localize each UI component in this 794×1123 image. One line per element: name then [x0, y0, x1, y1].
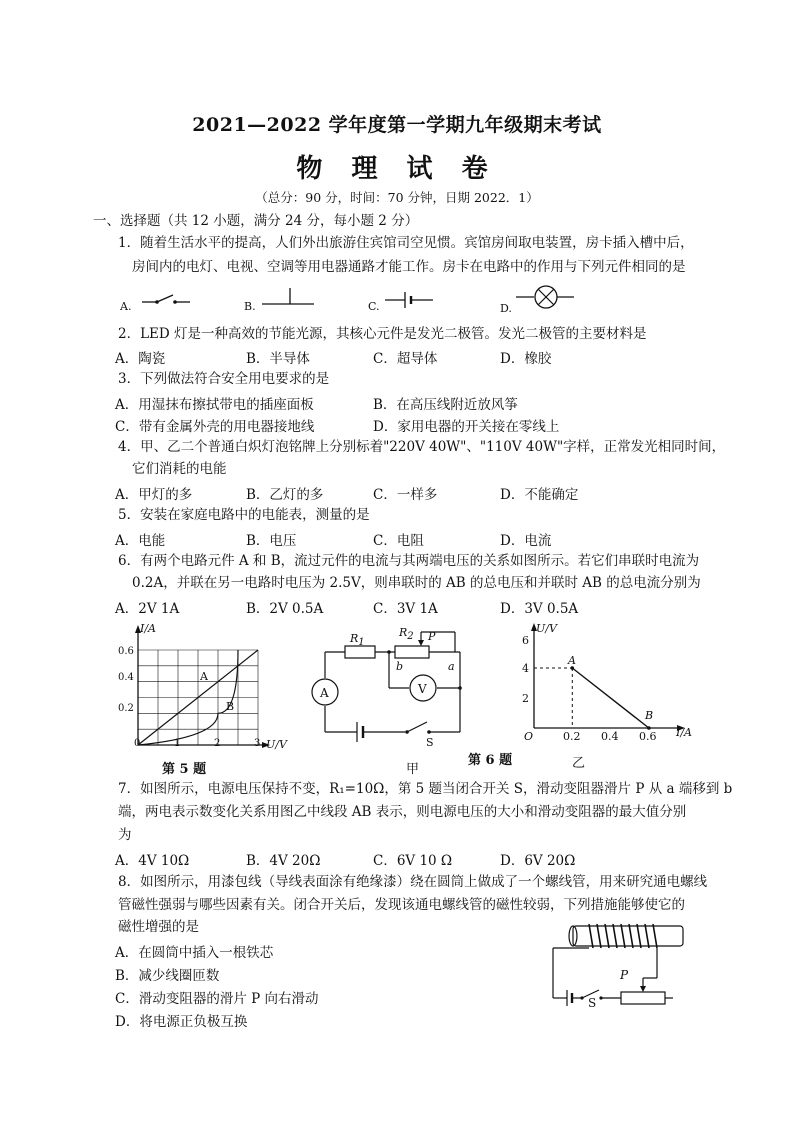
fig6a-switch-label: S — [426, 736, 434, 749]
fig6a-caption: 甲 — [406, 762, 420, 777]
fig5-caption: 第 5 题 — [162, 762, 207, 777]
q4-option-a: A．甲灯的多 — [115, 487, 193, 503]
q4-option-b: B．乙灯的多 — [246, 487, 324, 503]
q7-line3: 为 — [118, 827, 132, 843]
q8-line2: 管磁性强弱与哪些因素有关。闭合开关后，发现该通电螺线管的磁性较弱，下列措施能够使它的 — [118, 897, 685, 913]
fig6a-r1-label: $R_1$ — [350, 632, 365, 649]
fig6a-r2-label: $R_2$ — [399, 626, 414, 643]
q1-option-c: C. — [368, 300, 380, 313]
q3-option-c: C．带有金属外壳的用电器接地线 — [115, 419, 315, 435]
subject-title: 物 理 试 卷 — [296, 154, 498, 184]
q4-line2: 它们消耗的电能 — [132, 461, 227, 477]
q7-line2: 端，两电表示数变化关系用图乙中线段 AB 表示，则电源电压的大小和滑动变阻器的最大值分别 — [118, 804, 687, 820]
fig6b-ytick: 2 — [522, 692, 529, 705]
fig5-label-a: A — [200, 670, 208, 683]
fig6b-caption: 乙 — [572, 756, 586, 771]
fig6a-b-label: b — [396, 660, 404, 673]
q6-option-a: A．2V 1A — [115, 601, 180, 617]
fig5-ytick: 0.4 — [118, 672, 134, 683]
fig6b-label-b: B — [645, 709, 654, 722]
q4-option-c: C．一样多 — [373, 487, 438, 503]
q1-line1: 1．随着生活水平的提高，人们外出旅游住宾馆司空见惯。宾馆房间取电装置，房卡插入槽中后， — [118, 235, 694, 251]
voltmeter-label: V — [418, 682, 427, 696]
q7-option-c: C．6V 10 Ω — [373, 853, 453, 869]
fig6a-a-label: a — [448, 660, 455, 673]
fig5-xtick: 0 — [134, 738, 141, 749]
exam-title: 2021—2022 学年度第一学期九年级期末考试 — [192, 114, 602, 136]
fig6-caption: 第 6 题 — [468, 753, 513, 768]
q7-line1: 7．如图所示，电源电压保持不变，R₁=10Ω，第 5 题当闭合开关 S，滑动变阻器滑片 P 从 a 端移到 b — [118, 781, 733, 797]
fig5-xtick: 2 — [214, 738, 221, 749]
q8-option-a: A．在圆筒中插入一根铁芯 — [115, 945, 274, 961]
q8-line1: 8．如图所示，用漆包线（导线表面涂有绝缘漆）绕在圆筒上做成了一个螺线管，用来研究通电螺线 — [118, 874, 708, 890]
fig6a-p-label: P — [428, 630, 436, 643]
q6-option-b: B．2V 0.5A — [246, 601, 324, 617]
q5-option-a: A．电能 — [115, 533, 166, 549]
rheostat-icon — [621, 992, 665, 1004]
q2-option-c: C．超导体 — [373, 351, 438, 367]
q1-option-a: A. — [120, 300, 132, 313]
q6-option-c: C．3V 1A — [373, 601, 438, 617]
q5-option-d: D．电流 — [500, 533, 552, 549]
switch-icon — [142, 290, 192, 310]
coil-icon — [589, 924, 657, 948]
fig5-xtick: 1 — [174, 738, 181, 749]
q8-option-d: D．将电源正负极互换 — [115, 1014, 248, 1030]
q6-line1: 6．有两个电路元件 A 和 B，流过元件的电流与其两端电压的关系如图所示。若它们串联时电流为 — [118, 553, 700, 569]
q6-line2: 0.2A，并联在另一电路时电压为 2.5V，则串联时的 AB 的总电压和并联时 AB 的总电流分别为 — [132, 575, 701, 591]
battery-icon — [385, 290, 435, 310]
fig6b-segment-ab — [572, 668, 649, 728]
q7-option-b: B．4V 20Ω — [246, 853, 321, 869]
fig6a-circuit — [305, 622, 475, 752]
fig6b-ylabel: U/V — [536, 622, 557, 635]
q1-line2: 房间内的电灯、电视、空调等用电器通路才能工作。房卡在电路中的作用与下列元件相同的是 — [132, 259, 686, 275]
section-heading: 一、选择题（共 12 小题，满分 24 分，每小题 2 分） — [93, 213, 419, 229]
q4-option-d: D．不能确定 — [500, 487, 579, 503]
q6-option-d: D．3V 0.5A — [500, 601, 579, 617]
lamp-icon — [516, 284, 576, 310]
fig6b-xtick: 0.4 — [601, 730, 619, 743]
fig6b-xlabel: I/A — [676, 726, 692, 739]
fig5-ylabel: I/A — [140, 622, 156, 635]
q2-option-a: A．陶瓷 — [115, 351, 166, 367]
q4-line1: 4．甲、乙二个普通白炽灯泡铭牌上分别标着"220V 40W"、"110V 40W"字样，正常发光相同时间， — [118, 439, 726, 455]
fig5-xtick: 3 — [254, 738, 261, 749]
switch-icon — [262, 286, 316, 310]
q3-option-b: B．在高压线附近放风筝 — [373, 397, 518, 413]
fig5-xlabel: U/V — [266, 738, 287, 751]
fig8-s-label: S — [588, 996, 597, 1010]
q1-option-b: B. — [244, 300, 256, 313]
q7-option-a: A．4V 10Ω — [115, 853, 190, 869]
q5-option-b: B．电压 — [246, 533, 297, 549]
q8-line3: 磁性增强的是 — [118, 919, 199, 935]
q3-stem: 3．下列做法符合安全用电要求的是 — [118, 371, 330, 387]
exam-meta: （总分：90 分，时间：70 分钟，日期 2022．1） — [255, 190, 539, 205]
ammeter-label: A — [320, 686, 329, 700]
q8-option-b: B．减少线圈匝数 — [115, 968, 220, 984]
q1-option-d: D. — [500, 302, 512, 315]
fig5-label-b: B — [226, 700, 235, 713]
q2-option-d: D．橡胶 — [500, 351, 552, 367]
fig6b-label-a: A — [568, 654, 576, 667]
r2-rheostat — [395, 646, 429, 658]
fig6b-ytick: 6 — [522, 634, 529, 647]
q5-option-c: C．电阻 — [373, 533, 424, 549]
fig8-solenoid-circuit — [545, 918, 695, 1008]
fig6b-ytick: 4 — [522, 662, 529, 675]
fig8-p-label: P — [620, 968, 629, 982]
q7-option-d: D．6V 20Ω — [500, 853, 576, 869]
q2-option-b: B．半导体 — [246, 351, 310, 367]
fig6b-origin: O — [524, 730, 534, 743]
q2-stem: 2．LED 灯是一种高效的节能光源，其核心元件是发光二极管。发光二极管的主要材料是 — [118, 326, 647, 342]
q5-stem: 5．安装在家庭电路中的电能表，测量的是 — [118, 507, 370, 523]
fig6b-xtick: 0.6 — [639, 730, 657, 743]
q3-option-a: A．用湿抹布擦拭带电的插座面板 — [115, 397, 314, 413]
q8-option-c: C．滑动变阻器的滑片 P 向右滑动 — [115, 991, 319, 1007]
fig5-ytick: 0.6 — [118, 646, 134, 657]
fig5-ytick: 0.2 — [118, 703, 134, 714]
fig6b-xtick: 0.2 — [563, 730, 581, 743]
q3-option-d: D．家用电器的开关接在零线上 — [373, 419, 560, 435]
